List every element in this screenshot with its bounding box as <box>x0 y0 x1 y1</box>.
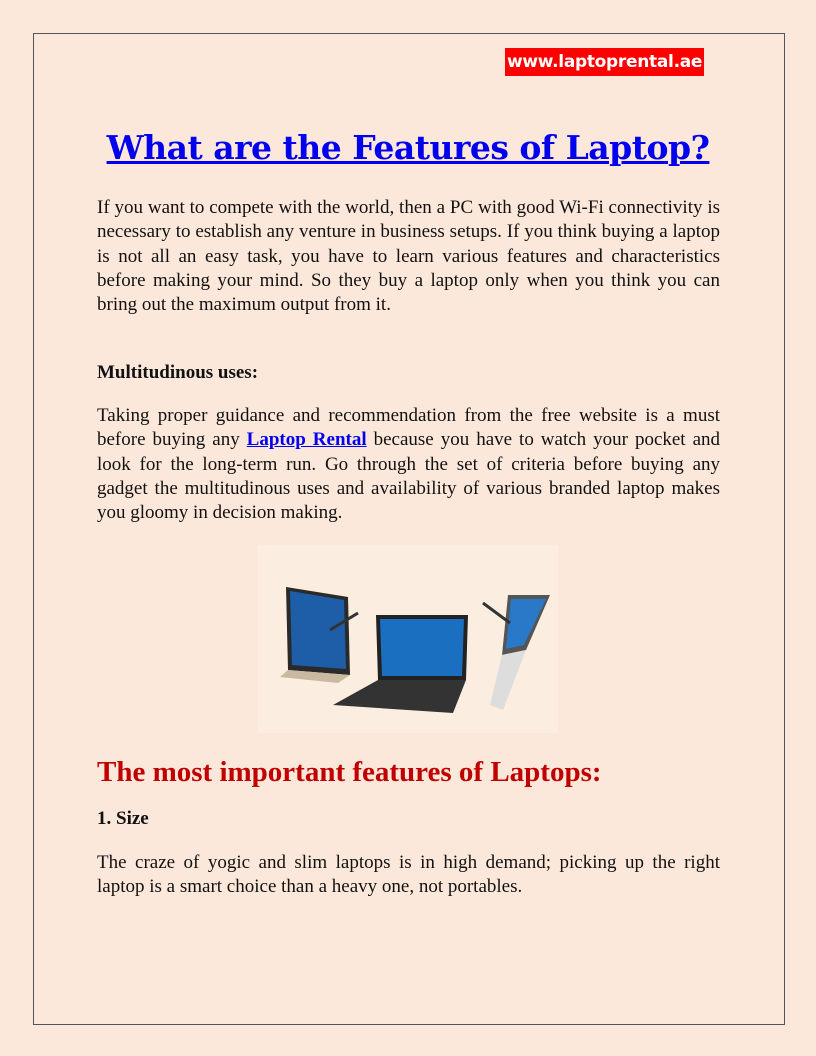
laptops-image <box>258 545 558 733</box>
website-url-badge[interactable]: www.laptoprental.ae <box>505 48 704 76</box>
laptop-rental-link[interactable]: Laptop Rental <box>246 429 367 451</box>
laptop-right <box>483 595 550 710</box>
size-paragraph: The craze of yogic and slim laptops is in high demand; picking up the right laptop is a smart choice than a heavy one, not portables. <box>97 852 720 898</box>
tablet-laptop-left <box>280 587 358 683</box>
intro-paragraph: If you want to compete with the world, then a PC with good Wi-Fi connectivity is necessary to establish any venture in business setups. If you think buying a laptop is not all an easy task, you have to learn various features and characteristics before making your mind. So they buy a laptop only when you think you can bring out the maximum output from it. <box>97 197 720 316</box>
section-heading-uses: Multitudinous uses: <box>97 362 259 383</box>
size-subheading: 1. Size <box>97 808 149 829</box>
page-title[interactable]: What are the Features of Laptop? <box>106 128 710 167</box>
features-heading: The most important features of Laptops: <box>97 756 602 788</box>
uses-text-after: because you have to watch your pocket and look for the long-term run. Go through the set of criteria before buying any gadget the multitudinous uses and availability of various branded laptop makes you gloomy in decision making. <box>97 429 721 524</box>
uses-paragraph <box>97 404 720 525</box>
uses-text-before: Taking proper guidance and recommendation from the free website is a must before buying any <box>97 405 720 451</box>
laptop-center <box>333 615 468 713</box>
